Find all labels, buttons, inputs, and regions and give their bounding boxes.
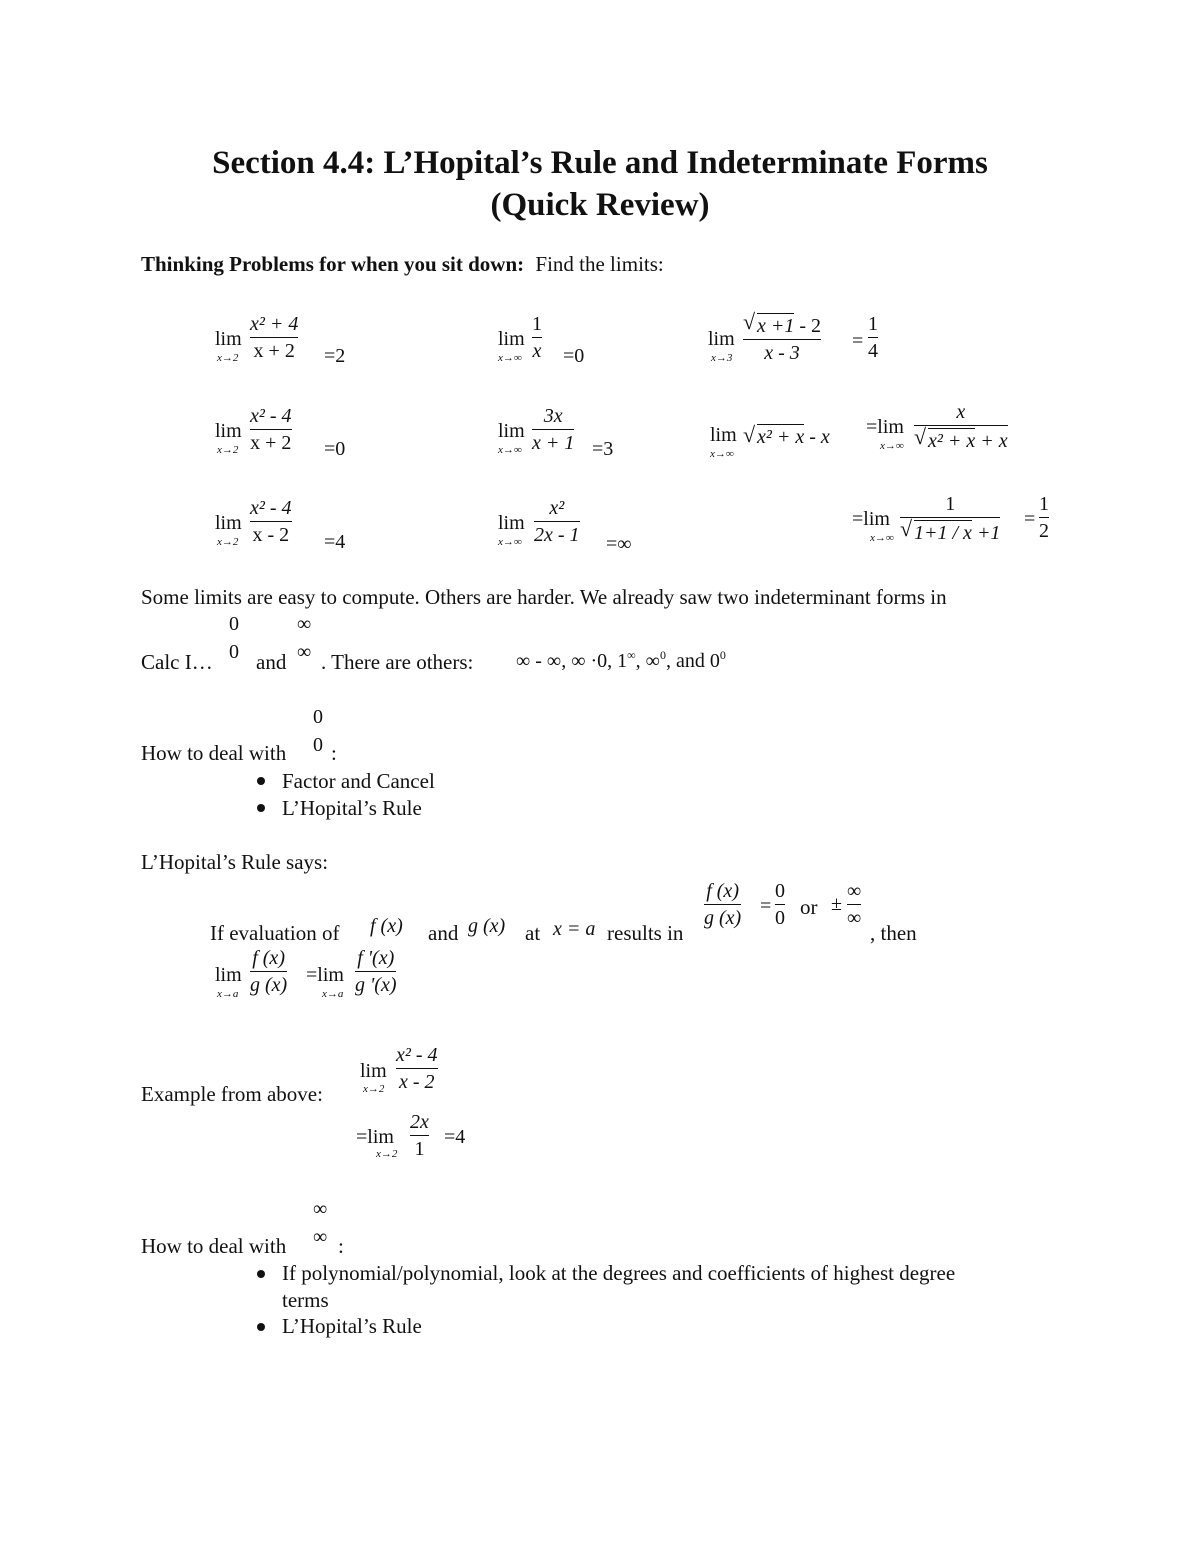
ex-eq: =lim xyxy=(356,1126,394,1148)
p1-lim: lim xyxy=(215,328,242,350)
p9-eq2: = xyxy=(1024,508,1036,530)
p6-num: x xyxy=(956,401,966,423)
rule-right-fraction xyxy=(355,947,396,996)
ii-num: ∞ xyxy=(313,1198,328,1220)
calc-one: Calc I… xyxy=(141,650,213,674)
p9-result-den: 2 xyxy=(1039,520,1049,542)
rule-left-num: f (x) xyxy=(252,947,285,969)
p3-radicand: x +1 xyxy=(757,315,795,337)
rule-cond-num: f (x) xyxy=(706,880,739,902)
page-title: Section 4.4: L’Hopital’s Rule and Indeterminate Forms xyxy=(212,145,988,181)
rule-zero-fraction xyxy=(775,880,785,929)
ex-fraction xyxy=(396,1044,438,1093)
rule-sub2: x→a xyxy=(322,988,344,1000)
rule-if: If evaluation of xyxy=(210,921,340,945)
p7-den: x - 2 xyxy=(252,524,290,546)
rule-left-den: g (x) xyxy=(250,974,288,996)
p1-den: x + 2 xyxy=(253,340,295,362)
p7-lim: lim xyxy=(215,512,242,534)
ex-fraction2 xyxy=(410,1111,429,1160)
rule-xa: x = a xyxy=(553,918,596,940)
ii-fraction xyxy=(313,1198,327,1248)
ii-bullet-1-line1: If polynomial/polynomial, look at the degrees and coefficients of highest degree xyxy=(282,1261,956,1285)
rule-condition-fraction xyxy=(704,880,741,929)
f2-num: ∞ xyxy=(297,613,312,635)
zero-over-zero-fraction xyxy=(229,613,239,663)
rule-lim: lim xyxy=(215,964,242,986)
ii-bullet-1-line2: terms xyxy=(282,1288,329,1312)
p2-lim: lim xyxy=(498,328,525,350)
rule-cond-den: g (x) xyxy=(704,907,742,929)
zz-num: 0 xyxy=(313,706,323,728)
p2-fraction xyxy=(532,313,542,362)
p3-eq: = xyxy=(852,330,864,352)
form-inf-times-zero: ∞ ·0 xyxy=(571,650,608,672)
ii-label: How to deal with xyxy=(141,1234,287,1258)
p5-fraction xyxy=(532,405,574,454)
ii-colon: : xyxy=(338,1234,344,1258)
rule-left-fraction xyxy=(250,947,287,996)
p5-den: x + 1 xyxy=(532,432,575,454)
f1-num: 0 xyxy=(229,613,239,635)
zz-bullet-1: Factor and Cancel xyxy=(282,769,435,793)
p8-sub: x→∞ xyxy=(498,536,522,548)
p9-den-rest: +1 xyxy=(971,522,1001,544)
rule-pm: ± xyxy=(831,893,842,915)
rule-right-den: g '(x) xyxy=(355,974,397,996)
p1-fraction xyxy=(250,313,298,362)
p6-sub2: x→∞ xyxy=(880,440,904,452)
rule-inf-num: ∞ xyxy=(847,880,862,902)
p9-fraction: 1 √ 1+1 / x +1 xyxy=(900,493,1001,544)
p4-num: x² - 4 xyxy=(250,405,292,427)
other-forms: ∞ - ∞, ∞ ·0, 1∞, ∞$^0$, and $0^0$ xyxy=(516,648,726,672)
p9-num: 1 xyxy=(945,493,956,515)
p1-num: x² + 4 xyxy=(250,313,299,335)
zz-den: 0 xyxy=(313,734,323,756)
rule-results: results in xyxy=(607,921,684,945)
zz-fraction xyxy=(313,706,323,756)
ex-den: x - 2 xyxy=(399,1071,435,1093)
p2-num: 1 xyxy=(532,313,542,335)
rule-and: and xyxy=(428,921,459,945)
rule-or: or xyxy=(800,895,818,919)
zz-colon: : xyxy=(331,741,337,765)
form-one-to-inf: 1∞ xyxy=(617,648,636,672)
form-inf-minus-inf: ∞ - ∞ xyxy=(516,650,562,672)
p4-sub: x→2 xyxy=(217,444,239,456)
f1-den: 0 xyxy=(229,641,239,663)
zz-label: How to deal with xyxy=(141,741,287,765)
p5-sub: x→∞ xyxy=(498,444,522,456)
p8-result: =∞ xyxy=(606,533,632,555)
p6-rest: - x xyxy=(804,426,830,448)
p6-lim: lim xyxy=(710,424,737,446)
p9-sub: x→∞ xyxy=(870,532,894,544)
p4-den: x + 2 xyxy=(250,432,292,454)
p9-result-fraction xyxy=(1039,493,1049,542)
p6-den-radicand: x² + x xyxy=(928,430,976,452)
p2-sub: x→∞ xyxy=(498,352,522,364)
bullet-icon xyxy=(257,777,265,785)
f2-den: ∞ xyxy=(297,641,312,663)
p9-eq: =lim xyxy=(852,508,890,530)
p3-result-num: 1 xyxy=(868,313,878,335)
rule-cond-eq: = xyxy=(760,895,772,917)
p1-result: =2 xyxy=(324,345,346,367)
bullet-icon xyxy=(257,1323,265,1331)
p4-result: =0 xyxy=(324,438,346,460)
p4-lim: lim xyxy=(215,420,242,442)
example-label: Example from above: xyxy=(141,1082,323,1106)
p6-sub: x→∞ xyxy=(710,448,734,460)
zz-bullet-2: L’Hopital’s Rule xyxy=(282,796,422,820)
p7-result: =4 xyxy=(324,531,346,553)
ii-bullet-2: L’Hopital’s Rule xyxy=(282,1314,422,1338)
p2-den: x xyxy=(532,340,542,362)
p3-fraction: √ x +1 - 2 x - 3 xyxy=(743,309,822,364)
p8-num: x² xyxy=(549,497,565,519)
p2-result: =0 xyxy=(563,345,585,367)
p3-den: x - 3 xyxy=(764,342,800,364)
ex-sub: x→2 xyxy=(363,1083,385,1095)
p6-radicand: x² + x xyxy=(757,426,805,448)
p3-sub: x→3 xyxy=(711,352,733,364)
p4-fraction xyxy=(250,405,292,454)
ex-sub2: x→2 xyxy=(376,1148,398,1160)
rule-gx: g (x) xyxy=(468,915,506,937)
rule-eq2: =lim xyxy=(306,964,344,986)
p8-fraction xyxy=(534,497,580,546)
p3-num-rest: - 2 xyxy=(794,315,822,337)
intro-instruction: Find the limits: xyxy=(535,252,664,276)
p9-den-radicand: 1+1 / x xyxy=(914,522,972,544)
intro-line xyxy=(141,252,664,277)
indeterminate-line1: Some limits are easy to compute. Others are harder. We already saw two indeterminant forms in xyxy=(141,585,947,609)
there-are-others: . There are others: xyxy=(321,650,474,674)
p5-lim: lim xyxy=(498,420,525,442)
and-word: and xyxy=(256,650,287,674)
ii-den: ∞ xyxy=(313,1226,328,1248)
p5-num: 3x xyxy=(543,405,563,427)
rule-zero-num: 0 xyxy=(775,880,785,902)
form-inf-to-zero: ∞$^0$ xyxy=(645,648,666,672)
ex-num: x² - 4 xyxy=(396,1044,438,1066)
rule-then: , then xyxy=(870,921,917,945)
form-zero-to-zero: $0^0$ xyxy=(709,648,726,672)
p8-den: 2x - 1 xyxy=(534,524,580,546)
rule-says: L’Hopital’s Rule says: xyxy=(141,850,329,874)
rule-inf-fraction xyxy=(847,880,861,929)
intro-bold-label: Thinking Problems for when you sit down: xyxy=(141,252,525,276)
p6-expression: √ x² + x - x xyxy=(743,422,830,448)
p3-result-den: 4 xyxy=(868,340,878,362)
p3-result-fraction xyxy=(868,313,878,362)
p8-lim: lim xyxy=(498,512,525,534)
p6-fraction: x √ x² + x + x xyxy=(914,401,1008,452)
p3-lim: lim xyxy=(708,328,735,350)
p5-result: =3 xyxy=(592,438,614,460)
p6-den-rest: + x xyxy=(975,430,1008,452)
p6-eq: =lim xyxy=(866,416,904,438)
ex-den2: 1 xyxy=(414,1138,425,1160)
ex-num2: 2x xyxy=(410,1111,429,1133)
rule-at: at xyxy=(525,921,541,945)
ex-result: =4 xyxy=(444,1126,466,1148)
rule-inf-den: ∞ xyxy=(847,907,862,929)
ex-lim: lim xyxy=(360,1060,387,1082)
p9-result-num: 1 xyxy=(1039,493,1049,515)
rule-sub: x→a xyxy=(217,988,239,1000)
p7-fraction xyxy=(250,497,292,546)
page-subtitle: (Quick Review) xyxy=(490,187,710,223)
rule-right-num: f '(x) xyxy=(357,947,395,969)
p1-sub: x→2 xyxy=(217,352,239,364)
p7-num: x² - 4 xyxy=(250,497,292,519)
bullet-icon xyxy=(257,1270,265,1278)
bullet-icon xyxy=(257,804,265,812)
rule-fx: f (x) xyxy=(370,915,403,937)
rule-zero-den: 0 xyxy=(775,907,785,929)
p7-sub: x→2 xyxy=(217,536,239,548)
inf-over-inf-fraction xyxy=(297,613,311,663)
